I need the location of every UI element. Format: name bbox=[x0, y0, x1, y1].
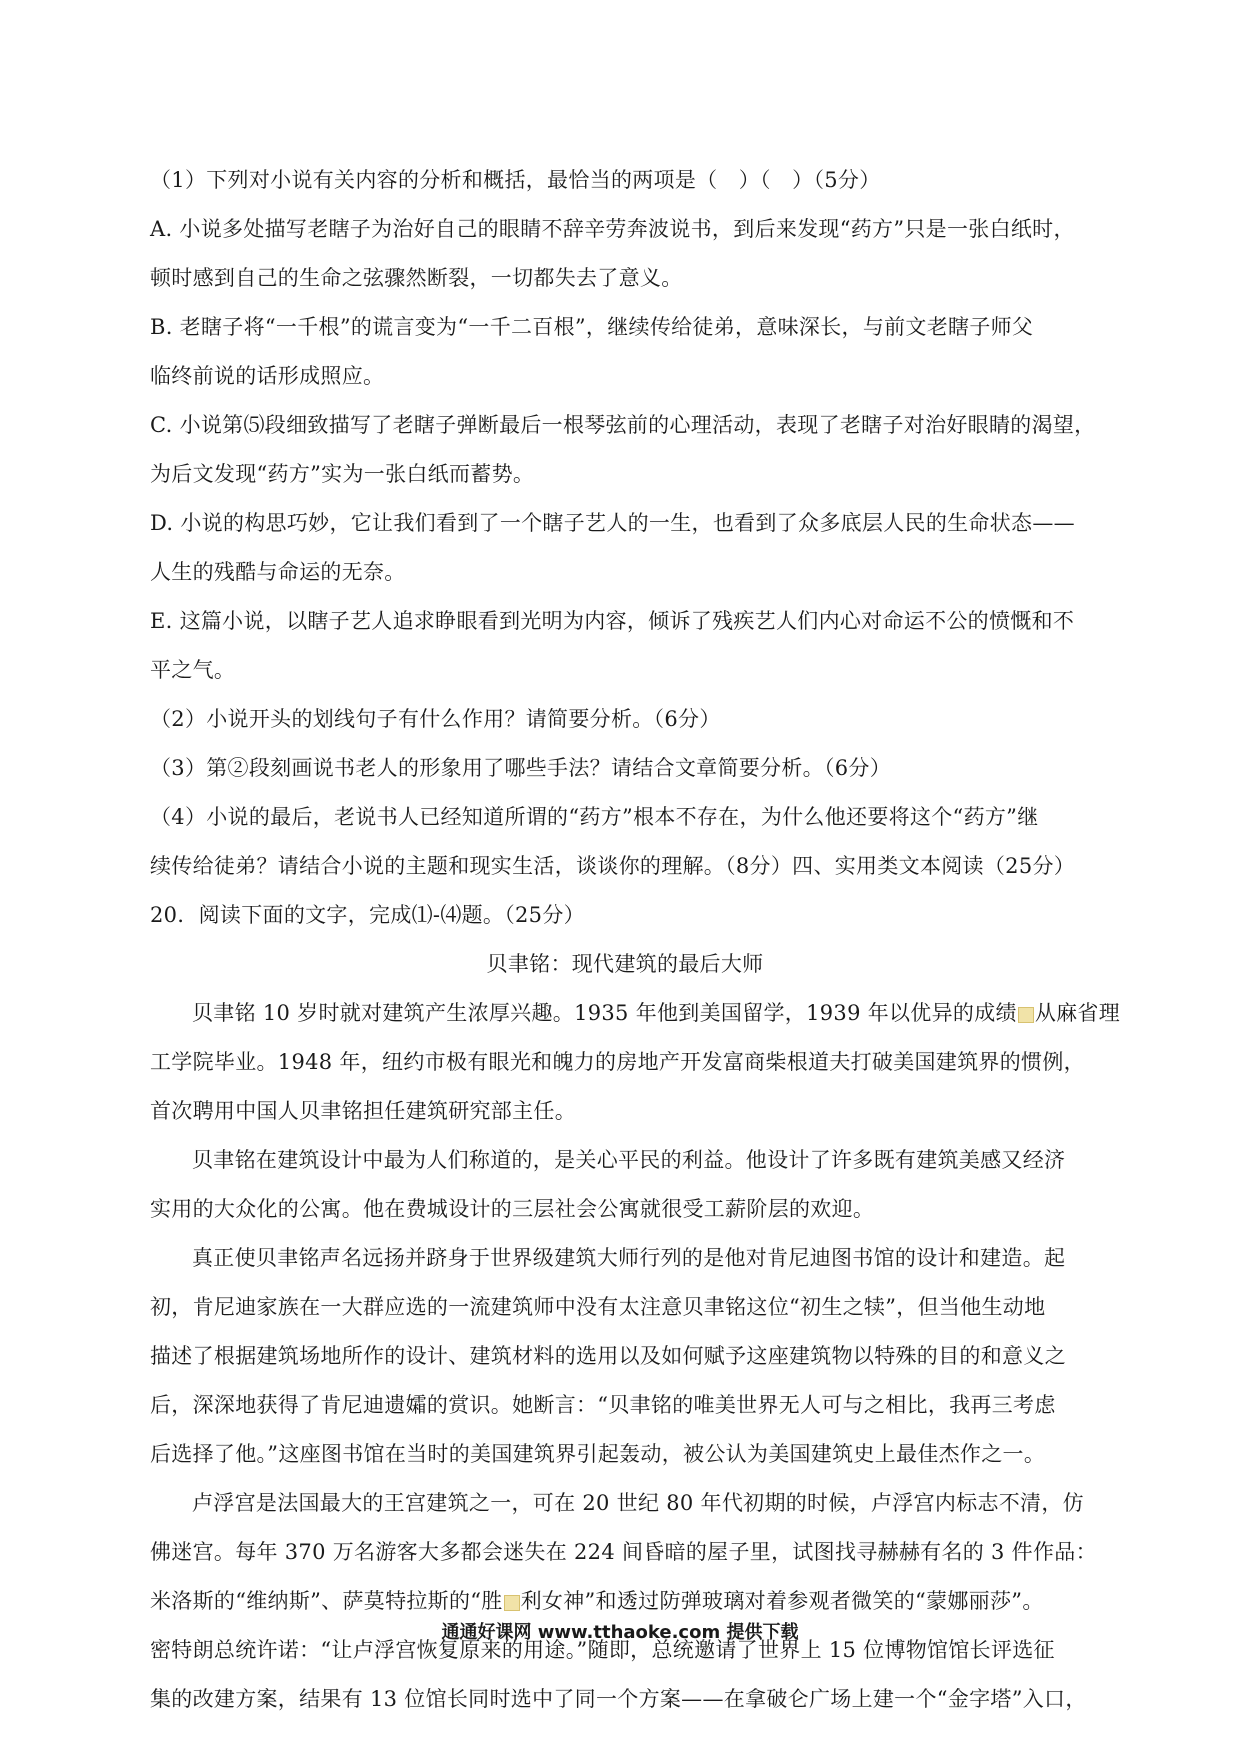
paragraph-1-line-1 bbox=[150, 989, 1121, 1038]
paragraph-3-line-2: 初，肯尼迪家族在一大群应选的一流建筑师中没有太注意贝聿铭这位“初生之犊”，但当他生动地 bbox=[150, 1295, 1046, 1319]
paragraph-4-line-1: 卢浮宫是法国最大的王宫建筑之一，可在 20 世纪 80 年代初期的时候，卢浮宫内标志不清，仿 bbox=[192, 1491, 1084, 1515]
paragraph-2-line-1: 贝聿铭在建筑设计中最为人们称道的，是关心平民的利益。他设计了许多既有建筑美感又经济 bbox=[192, 1148, 1066, 1172]
question-4-line-1: （4）小说的最后，老说书人已经知道所谓的“药方”根本不存在，为什么他还要将这个“药方”继 bbox=[150, 805, 1039, 829]
option-e-line-1: E. 这篇小说，以瞎子艺人追求睁眼看到光明为内容，倾诉了残疾艺人们内心对命运不公的愤慨和不 bbox=[150, 609, 1075, 633]
paragraph-3-line-3: 描述了根据建筑场地所作的设计、建筑材料的选用以及如何赋予这座建筑物以特殊的目的和意义之 bbox=[150, 1344, 1066, 1368]
question-3: （3）第②段刻画说书老人的形象用了哪些手法？请结合文章简要分析。（6分） bbox=[150, 756, 892, 780]
paragraph-4-line-4: 密特朗总统许诺：“让卢浮宫恢复原来的用途。”随即，总统邀请了世界上 15 位博物馆馆长评选征 bbox=[150, 1638, 1055, 1662]
text-segment: 贝聿铭 10 岁时就对建筑产生浓厚兴趣。1935 年他到美国留学，1939 年以优异的成绩 bbox=[192, 1001, 1017, 1025]
question-20: 20．阅读下面的文字，完成⑴-⑷题。（25分） bbox=[150, 903, 585, 927]
paragraph-4-line-5: 集的改建方案，结果有 13 位馆长同时选中了同一个方案——在拿破仑广场上建一个“金字塔”入口， bbox=[150, 1687, 1087, 1711]
option-c-line-2: 为后文发现“药方”实为一张白纸而蓄势。 bbox=[150, 462, 535, 486]
paragraph-1-line-3: 首次聘用中国人贝聿铭担任建筑研究部主任。 bbox=[150, 1099, 576, 1123]
paragraph-3-line-5: 后选择了他。”这座图书馆在当时的美国建筑界引起轰动，被公认为美国建筑史上最佳杰作之一。 bbox=[150, 1442, 1046, 1466]
option-d-line-1: D. 小说的构思巧妙，它让我们看到了一个瞎子艺人的一生，也看到了众多底层人民的生命状态—— bbox=[150, 511, 1075, 535]
option-c-line-1: C. 小说第⑸段细致描写了老瞎子弹断最后一根琴弦前的心理活动，表现了老瞎子对治好眼睛的渴望， bbox=[150, 413, 1096, 437]
text-segment: 从麻省理 bbox=[1034, 1001, 1121, 1025]
option-e-line-2: 平之气。 bbox=[150, 658, 236, 682]
question-1: （1）下列对小说有关内容的分析和概括，最恰当的两项是（ ）（ ）（5分） bbox=[150, 168, 881, 192]
question-2: （2）小说开头的划线句子有什么作用？请简要分析。（6分） bbox=[150, 707, 721, 731]
question-4-line-2: 续传给徒弟？请结合小说的主题和现实生活，谈谈你的理解。（8分）四、实用类文本阅读（25分） bbox=[150, 854, 1076, 878]
image-placeholder-icon bbox=[504, 1595, 520, 1611]
page-content bbox=[150, 156, 1121, 1724]
option-a-line-1: A. 小说多处描写老瞎子为治好自己的眼睛不辞辛劳奔波说书，到后来发现“药方”只是一张白纸时， bbox=[150, 217, 1075, 241]
image-placeholder-icon bbox=[1018, 1007, 1034, 1023]
option-d-line-2: 人生的残酷与命运的无奈。 bbox=[150, 560, 406, 584]
option-a-line-2: 顿时感到自己的生命之弦骤然断裂，一切都失去了意义。 bbox=[150, 266, 683, 290]
option-b-line-1: B. 老瞎子将“一千根”的谎言变为“一千二百根”，继续传给徒弟，意味深长，与前文老瞎子师父 bbox=[150, 315, 1034, 339]
paragraph-1-line-2: 工学院毕业。1948 年，纽约市极有眼光和魄力的房地产开发富商柴根道夫打破美国建筑界的惯例， bbox=[150, 1050, 1085, 1074]
paragraph-3-line-1: 真正使贝聿铭声名远扬并跻身于世界级建筑大师行列的是他对肯尼迪图书馆的设计和建造。起 bbox=[192, 1246, 1066, 1270]
text-segment: 米洛斯的“维纳斯”、萨莫特拉斯的“胜 bbox=[150, 1589, 503, 1613]
paragraph-4-line-2: 佛迷宫。每年 370 万名游客大多都会迷失在 224 间昏暗的屋子里，试图找寻赫赫有名的 3 件作品： bbox=[150, 1540, 1097, 1564]
article-title: 贝聿铭：现代建筑的最后大师 bbox=[486, 952, 764, 976]
text-segment: 利女神”和透过防弹玻璃对着参观者微笑的“蒙娜丽莎”。 bbox=[520, 1589, 1044, 1613]
paragraph-3-line-4: 后，深深地获得了肯尼迪遗孀的赏识。她断言：“贝聿铭的唯美世界无人可与之相比，我再三考虑 bbox=[150, 1393, 1056, 1417]
paragraph-2-line-2: 实用的大众化的公寓。他在费城设计的三层社会公寓就很受工薪阶层的欢迎。 bbox=[150, 1197, 875, 1221]
option-b-line-2: 临终前说的话形成照应。 bbox=[150, 364, 385, 388]
page-footer: 通通好课网 www.tthaoke.com 提供下载 bbox=[441, 1622, 799, 1643]
